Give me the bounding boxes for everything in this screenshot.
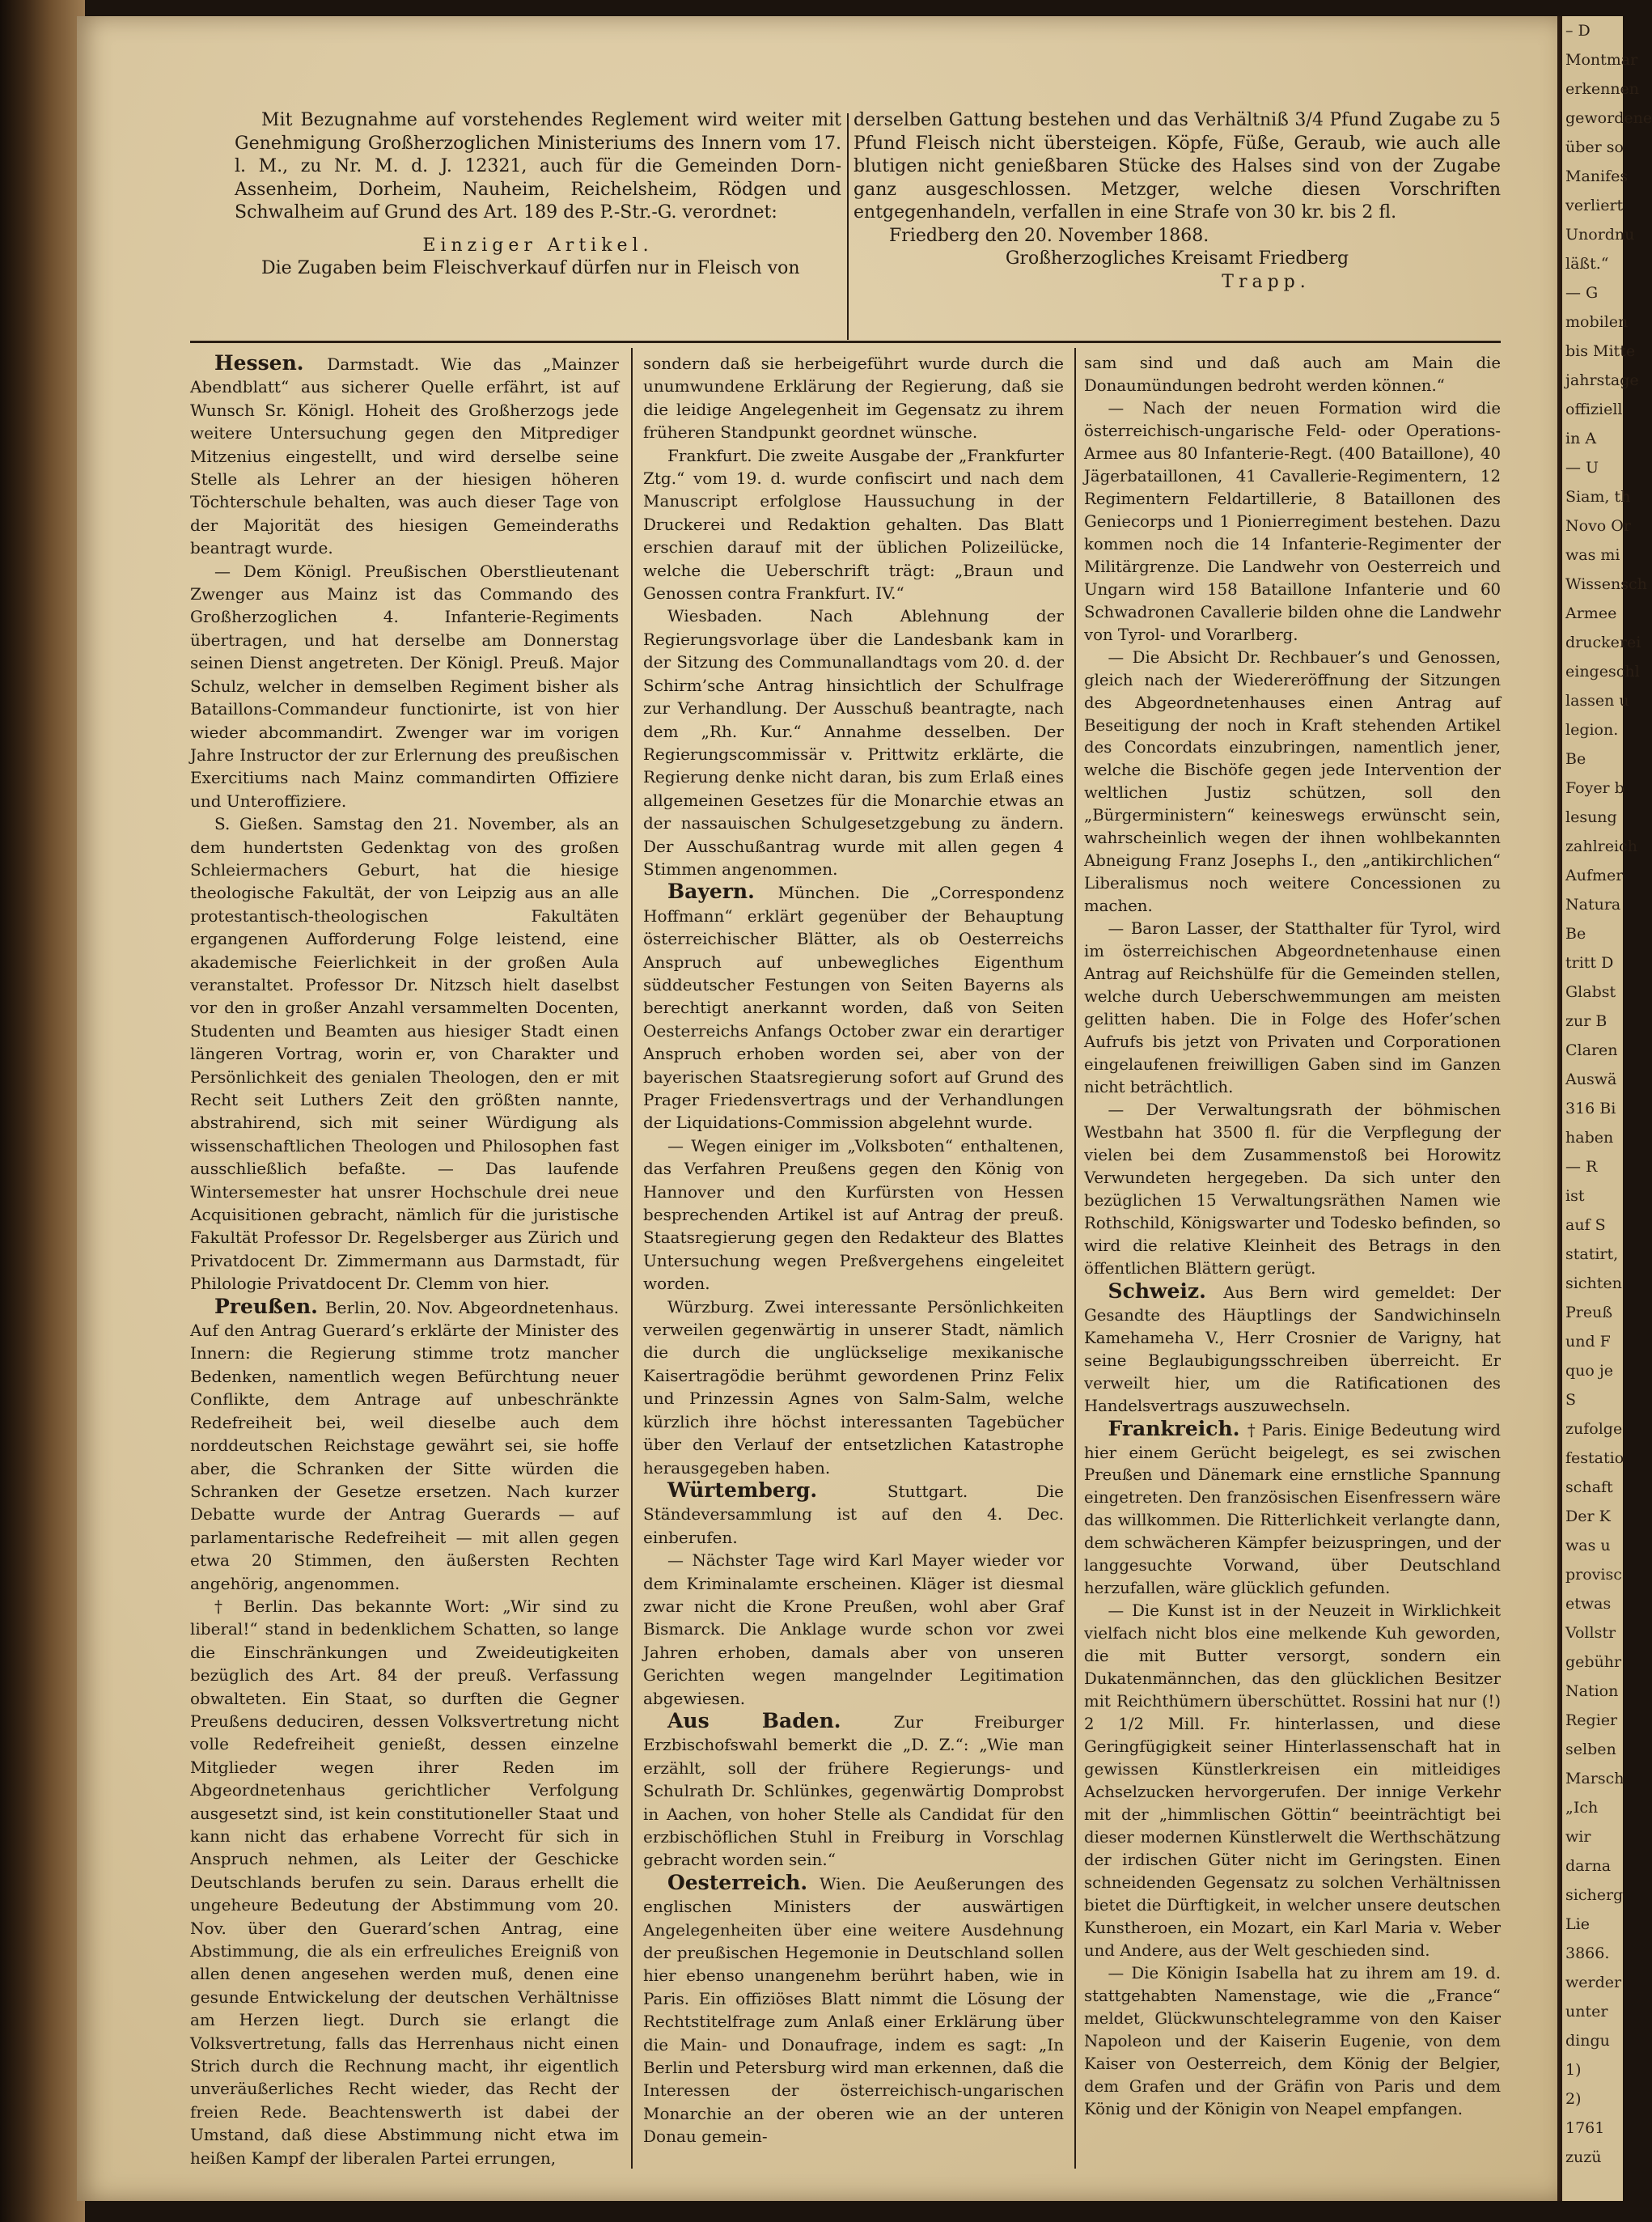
article-text: — Baron Lasser, der Statthalter für Tyrol, wird im österreichischen Abgeordnetenhause einen Antrag auf Reichshülfe für die Gemeinden stellen, welche durch Ueberschwemmungen am meisten gelitten haben. Die in Folge des Hofer’schen Aufrufs bis jetzt von Privaten und Corporationen eingelaufenen freiwilligen Gaben sind im Ganzen nicht beträchtlich.: [1084, 919, 1501, 1096]
facing-page-fragment: Foyer b: [1565, 779, 1624, 797]
facing-page-fragment: offiziell: [1565, 401, 1623, 418]
article-text: — Wegen einiger im „Volksboten“ enthaltenen, das Verfahren Preußens gegen den König von Hannover und den Kurfürsten von Hessen besprechenden Artikel ist auf Antrag der preuß. Staatsregierung gegen den Redakteur des Blattes Untersuchung wegen Preßvergehens eingeleitet worden.: [643, 1135, 1064, 1294]
facing-page-fragment: schaft: [1565, 1478, 1613, 1496]
facing-page-fragment: 3866.: [1565, 1944, 1610, 1962]
article-paragraph: [1084, 352, 1501, 397]
article-text: Stuttgart. Die Ständeversammlung ist auf den 4. Dec. einberufen.: [643, 1481, 1065, 1547]
section-heading: Preußen.: [214, 1294, 325, 1318]
facing-page-fragment: quo je: [1565, 1362, 1614, 1380]
article-paragraph: [643, 880, 1064, 1134]
section-heading: Hessen.: [214, 351, 328, 375]
facing-page-fragment: S: [1565, 1391, 1577, 1409]
facing-page-fragment: werder: [1565, 1974, 1622, 1991]
article-text: Würzburg. Zwei interessante Persönlichkeiten verweilen gegenwärtig in unserer Stadt, nämlich die durch die unglückselige mexikanische Kaisertragödie berühmt gewordenen Prinz Felix und Prinzessin Agnes von Salm-Salm, welche kürzlich ihre höchst interessanten Tagebücher über den Verlauf der entsetzlichen Katastrophe herausgegeben haben.: [643, 1296, 1064, 1478]
facing-page-fragment: Be: [1565, 750, 1586, 768]
facing-page-fragment: Preuß: [1565, 1304, 1613, 1321]
facing-page-fragment: Nation: [1565, 1682, 1619, 1700]
section-heading: Oesterreich.: [667, 1870, 820, 1894]
article-text: Die Zugaben beim Fleischverkauf dürfen nur in Fleisch von: [261, 258, 800, 278]
article-text: — Der Verwaltungsrath der böhmischen Westbahn hat 3500 fl. für die Verpflegung der vielen bei dem Zusammenstoß bei Horowitz Verwundeten hergegeben. Da sich unter den bezüglichen 15 Verwaltungsräthen Namen wie Rothschild, Königswarter und Todesko befinden, so wird die relative Kleinheit des Betrags in den öffentlichen Blättern gerügt.: [1084, 1100, 1501, 1278]
facing-page-fragment: Wissensch: [1565, 575, 1647, 593]
facing-page-fragment: Claren: [1565, 1041, 1618, 1059]
facing-page-fragment: sichten: [1565, 1274, 1622, 1292]
facing-page-fragment: „Ich: [1565, 1799, 1599, 1817]
facing-page-fragment: 2): [1565, 2090, 1582, 2108]
article-text: Frankfurt. Die zweite Ausgabe der „Frankfurter Ztg.“ vom 19. d. wurde confiscirt und nach dem Manuscript erfolglose Haussuchung in der Druckerei und Redaktion gehalten. Das Blatt erschien darauf mit der üblichen Polizeilücke, welche die Ueberschrift trägt: „Braun und Genossen contra Frankfurt. IV.“: [643, 445, 1064, 604]
facing-page-fragment: wir: [1565, 1828, 1591, 1846]
facing-page-fragment: dingu: [1565, 2032, 1610, 2050]
facing-page-fragment: zuzü: [1565, 2148, 1602, 2166]
facing-page-fragment: gebühr: [1565, 1653, 1622, 1671]
notice-signature: Trapp.: [1222, 271, 1311, 292]
article-text: Aus Bern wird gemeldet: Der Gesandte des Häuptlings der Sandwichinseln Kamehameha V., Herr Crosnier de Varigny, hat seine Beglaubigungsschreiben überreicht. Er verweilt hier, um die Ratificationen des Handelsvertrags auszuwechseln.: [1084, 1283, 1502, 1415]
article-heading: Einziger Artikel.: [422, 235, 654, 256]
facing-page-fragment: Novo Or: [1565, 517, 1631, 535]
article-paragraph: [190, 812, 619, 1295]
article-text: — Dem Königl. Preußischen Oberstlieutenant Zwenger aus Mainz ist das Commando des Großherzoglichen 4. Infanterie-Regiments übertragen, und hat derselbe am Donnerstag seinen Dienst angetreten. Der Königl. Preuß. Major Schulz, welcher in demselben Regiment bisher als Bataillons-Commandeur functionirte, ist von hier wieder abcommandirt. Zwenger war im vorigen Jahre Instructor der zur Erlernung des preußischen Exercitiums nach Mainz commandirten Offiziere und Unteroffiziere.: [190, 561, 619, 811]
article-paragraph: [643, 352, 1064, 444]
article-paragraph: [1084, 647, 1501, 918]
facing-page-fragment: Be: [1565, 925, 1586, 943]
facing-page-fragment: — G: [1565, 284, 1599, 302]
article-text: Zur Freiburger Erzbischofswahl bemerkt die „D. Z.“: „Wie man erzählt, soll der frühere Regierungs- und Schulrath Dr. Schlünkes, gegenwärtig Domprobst in Aachen, von hoher Stelle als Candidat für den erzbischöflichen Stuhl in Freiburg in Vorschlag gebracht worden sein.“: [643, 1711, 1064, 1870]
section-heading: Würtemberg.: [667, 1478, 887, 1502]
article-paragraph: [190, 1295, 619, 1595]
facing-page-fragment: Lie: [1565, 1915, 1590, 1933]
facing-page-edge: [1557, 16, 1652, 2201]
facing-page-fragment: Unordnu: [1565, 226, 1635, 244]
notice-date-line: Friedberg den 20. November 1868.: [889, 225, 1209, 246]
facing-page-fragment: 1761: [1565, 2119, 1605, 2137]
article-text: sondern daß sie herbeigeführt wurde durch die unumwundene Erklärung der Regierung, daß sie die leidige Angelegenheit im Gegensatz zu ihrem früheren Standpunkt geordnet wünsche.: [643, 354, 1064, 443]
article-text: — Nach der neuen Formation wird die österreichisch-ungarische Feld- oder Operations-Armee aus 80 Infanterie-Regt. (400 Bataillone), 40 Jägerbataillonen, 41 Cavallerie-Regimentern, 12 Regimentern Feldartillerie, 8 Bataillonen des Geniecorps und 1 Pionierregiment bestehen. Dazu kommen noch die 14 Infanterie-Regimenter der Militärgrenze. Die Landwehr von Oesterreich und Ungarn wird 158 Bataillone Infanterie und 60 Schwadronen Cavallerie bilden ohne die Landwehr von Tyrol- und Vorarlberg.: [1084, 398, 1501, 644]
facing-page-fragment: zur B: [1565, 1012, 1608, 1030]
facing-page-fragment: Glabst: [1565, 983, 1616, 1001]
book-spine: [0, 0, 85, 2222]
facing-page-fragment: druckerei: [1565, 634, 1641, 651]
article-paragraph: [643, 1134, 1064, 1295]
article-text: — Die Kunst ist in der Neuzeit in Wirklichkeit vielfach nicht blos eine melkende Kuh geworden, die mit Butter versorgt, sondern ein Dukatenmännchen, das den glücklichen Besitzer mit Reichthümern überschüttet. Rossini hat nur (!) 2 1/2 Mill. Fr. hinterlassen, und diese Geringfügigkeit seiner Hinterlassenschaft hat in gewissen Künstlerkreisen ein mitleidiges Achselzucken hervorgerufen. Der innige Verkehr mit der „himmlischen Göttin“ beeinträchtigt bei dieser modernen Künstlerwelt die Werthschätzung der irdischen Güter nicht im Geringsten. Einen schneidenden Gegensatz zu solchen Verhältnissen bietet die Dürftigkeit, in welcher unsere deutschen Kunstheroen, ein Mozart, ein Karl Maria v. Weber und Andere, aus der Welt geschieden sind.: [1084, 1601, 1501, 1960]
facing-page-fragment: mobilen: [1565, 313, 1629, 331]
facing-page-fragment: Natura: [1565, 896, 1621, 914]
article-text: Wiesbaden. Nach Ablehnung der Regierungsvorlage über die Landesbank kam in der Sitzung des Communallandtags vom 20. d. der Schirm’sche Antrag hinsichtlich der Schulfrage zur Verhandlung. Der Ausschuß beantragte, nach dem „Rh. Kur.“ Annahme desselben. Der Regierungscommissär v. Prittwitz erklärte, die Regierung denke nicht daran, bis zum Erlaß eines allgemeinen Gesetzes für die Monarchie etwas an der nassauischen Schulgesetzgebung zu ändern. Der Ausschußantrag wurde mit allen gegen 4 Stimmen angenommen.: [643, 606, 1064, 879]
facing-page-fragment: Der K: [1565, 1507, 1611, 1525]
section-heading: Bayern.: [667, 880, 778, 904]
column-1: [190, 352, 619, 2169]
facing-page-fragment: auf S: [1565, 1216, 1606, 1234]
column-3: [1084, 352, 1501, 2121]
article-paragraph: [1084, 1280, 1501, 1418]
article-text: S. Gießen. Samstag den 21. November, als an dem hundertsten Gedenktag von des großen Schleiermachers Geburt, hat die hiesige theologische Fakultät, der von Leipzig aus an alle protestantisch-theologischen Fakultäten ergangenen Aufforderung Folge leistend, eine akademische Feierlichkeit in der großen Aula veranstaltet. Professor Dr. Nitzsch hielt daselbst vor den in großer Anzahl versammelten Docenten, Studenten und Beamten aus hiesiger Stadt einen längeren Vortrag, worin er, von Charakter und Persönlichkeit des genialen Theologen, den er mit Recht seit Luthers Zeit den größten nannte, abstrahirend, sich mit seiner Würdigung als wissenschaftlichen Theologen und Philosophen fast ausschließlich befaßte. — Das laufende Wintersemester hat unsrer Hochschule drei neue Acquisitionen gebracht, nämlich für die juristische Fakultät Professor Dr. Regelsberger aus Zürich und Privatdocent Dr. Zimmermann aus Darmstadt, für Philologie Privatdocent Dr. Clemm von hier.: [190, 814, 619, 1294]
facing-page-fragment: Auswä: [1565, 1071, 1617, 1088]
article-paragraph: [643, 1872, 1064, 2148]
facing-page-fragment: selben: [1565, 1741, 1616, 1758]
facing-page-fragment: über so: [1565, 138, 1624, 156]
regulation-continuation: derselben Gattung bestehen und das Verhältniß 3/4 Pfund Zugabe zu 5 Pfund Fleisch nicht übersteigen. Köpfe, Füße, Geraub, wie auch alle blutigen nicht genießbaren Stücke des Halses sind von der Zugabe ganz ausgeschlossen. Metzger, welche diesen Vorschriften entgegenhandeln, verfallen in eine Strafe von 30 kr. bis 2 fl.: [854, 110, 1501, 223]
facing-page-fragment: zufolge: [1565, 1420, 1623, 1438]
article-paragraph: [1084, 1600, 1501, 1962]
article-text: † Paris. Einige Bedeutung wird hier einem Gerücht beigelegt, es sei zwischen Preußen und Dänemark eine ernstliche Spannung eingetreten. Den französischen Eisenfressern wäre das willkommen. Die Ritterlichkeit verlangte dann, dem schwächeren Kämpfer beizuspringen, und der langgesuchte Vorwand, über Deutschland herzufallen, wäre glücklich gefunden.: [1084, 1420, 1502, 1598]
regulation-notice-left: [235, 109, 841, 281]
facing-page-fragment: zahlreich: [1565, 837, 1637, 855]
article-text: — Die Königin Isabella hat zu ihrem am 19. d. stattgehabten Namenstage, wie die „France“ meldet, Glückwunschtelegramme von den Kaiser Napoleon und der Kaiserin Eugenie, von dem Kaiser von Oesterreich, dem König der Belgier, dem Grafen und der Gräfin von Paris und dem König und der Königin von Neapel empfangen.: [1084, 1963, 1501, 2118]
facing-page-fragment: lesung: [1565, 808, 1617, 826]
article-text: München. Die „Correspondenz Hoffmann“ erklärt gegenüber der Behauptung österreichischer Blätter, als ob Oesterreichs Anspruch auf unbewegliches Eigenthum süddeutscher Festungen von Seiten Bayerns als berechtigt anerkannt worden, daß von Seiten Oesterreichs Anfangs October zwar ein derartiger Anspruch erhoben worden sei, aber von der bayerischen Staatsregierung sofort auf Grund des Prager Friedensvertrags und der Verhandlungen der Liquidations-Commission abgelehnt wurde.: [643, 883, 1064, 1133]
facing-page-fragment: ist: [1565, 1187, 1585, 1205]
article-text: — Die Absicht Dr. Rechbauer’s und Genossen, gleich nach der Wiedereröffnung der Sitzungen des Abgeordnetenhauses einen Antrag auf Beseitigung der noch in Kraft stehenden Artikel des Concordats einzubringen, namentlich jener, welche die Bischöfe gegen jede Intervention der weltlichen Justiz schützen, soll den „Bürgerministern“ keineswegs erwünscht sein, wahrscheinlich wegen der ihnen wohlbekannten Abneigung Franz Josephs I., den „antikirchlichen“ Liberalismus noch weitere Concessionen zu machen.: [1084, 647, 1501, 916]
article-paragraph: [1084, 918, 1501, 1099]
article-paragraph: [643, 1295, 1064, 1479]
top-horizontal-rule: [190, 341, 1501, 343]
regulation-notice-right: [854, 109, 1501, 294]
regulation-intro: Mit Bezugnahme auf vorstehendes Reglement wird weiter mit Genehmigung Großherzoglichen Ministeriums des Innern vom 17. l. M., zu Nr. M. d. J. 12321, auch für die Gemeinden Dorn-Assenheim, Dorheim, Nauheim, Reichelsheim, Rödgen und Schwalheim auf Grund des Art. 189 des P.-Str.-G. verordnet:: [235, 110, 841, 223]
article-text: Darmstadt. Wie das „Mainzer Abendblatt“ aus sicherer Quelle erfährt, ist auf Wunsch Sr. Königl. Hoheit des Großherzogs jede weitere Untersuchung gegen den Mitprediger Mitzenius eingestellt, und wird derselbe seine Stelle als Lehrer an der hiesigen höheren Töchterschule behalten, was auch dieser Tage von der Majorität des hiesigen Gemeinderaths beantragt wurde.: [190, 354, 619, 558]
article-paragraph: [643, 1479, 1064, 1549]
facing-page-fragment: was u: [1565, 1537, 1611, 1554]
article-paragraph: [1084, 1962, 1501, 2121]
section-heading: Frankreich.: [1108, 1416, 1247, 1440]
facing-page-fragment: erkennen: [1565, 80, 1640, 98]
article-paragraph: [643, 444, 1064, 605]
facing-page-fragment: Siam, th: [1565, 488, 1631, 506]
section-heading: Aus Baden.: [667, 1708, 894, 1732]
top-column-separator: [847, 113, 849, 340]
facing-page-fragment: etwas: [1565, 1595, 1612, 1613]
facing-page-fragment: sicherg: [1565, 1886, 1624, 1904]
article-paragraph: [190, 1595, 619, 2169]
facing-page-fragment: haben: [1565, 1129, 1614, 1147]
facing-page-fragment: darna: [1565, 1857, 1612, 1875]
article-text: — Nächster Tage wird Karl Mayer wieder vor dem Kriminalamte erscheinen. Kläger ist diesmal zwar nicht die Krone Preußen, wohl aber Graf Bismarck. Die Anklage wurde schon vor zwei Jahren erhoben, damals aber von unseren Gerichten wegen mangelnder Legitimation abgewiesen.: [643, 1550, 1064, 1708]
facing-page-fragment: provisc: [1565, 1566, 1622, 1584]
article-text: Wien. Die Aeußerungen des englischen Ministers der auswärtigen Angelegenheiten über eine weitere Ausdehnung der preußischen Hegemonie in Deutschland sollen hier ebenso unangenehm berührt haben, wie in Paris. Ein offiziöses Blatt nimmt die Lösung der Rechtstitelfrage zum Anlaß einer Erklärung über die Main- und Donaufrage, indem es sagt: „In Berlin und Petersburg wird man erkennen, daß die Interessen der österreichisch-ungarischen Monarchie an der oberen wie an der unteren Donau gemein-: [643, 1873, 1064, 2147]
column-2: [643, 352, 1064, 2148]
facing-page-fragment: jahrstage: [1565, 371, 1639, 389]
article-text: Berlin, 20. Nov. Abgeordnetenhaus. Auf den Antrag Guerard’s erklärte der Minister des Innern: die Regierung stimme trotz mancher Bedenken, namentlich wegen Befürchtung neuer Conflikte, dem Antrage auf unbeschränkte Redefreiheit bei, weil dieselbe auch dem norddeutschen Reichstage gewährt sei, sie hoffe aber, die Schranken der Sitte würden die Schranken der Gesetze ersetzen. Nach kurzer Debatte wurde der Antrag Guerards — auf parlamentarische Redefreiheit — mit allen gegen etwa 20 Stimmen, den äußersten Rechten angehörig, angenommen.: [190, 1297, 619, 1593]
article-paragraph: [643, 1549, 1064, 1710]
column-separator-1: [631, 348, 633, 2169]
article-paragraph: [1084, 397, 1501, 647]
column-separator-2: [1074, 348, 1076, 2169]
facing-page-fragment: unter: [1565, 2003, 1608, 2021]
facing-page-fragment: verliert: [1565, 197, 1624, 214]
facing-page-fragment: Armee: [1565, 604, 1617, 622]
facing-page-fragment: läßt.“: [1565, 255, 1609, 273]
article-text: sam sind und daß auch am Main die Donaumündungen bedroht werden können.“: [1084, 354, 1501, 395]
facing-page-fragment: eingeschl: [1565, 663, 1640, 681]
facing-page-fragment: was mi: [1565, 546, 1620, 564]
facing-page-fragment: statirt,: [1565, 1245, 1619, 1263]
facing-page-fragment: Manifes: [1565, 167, 1629, 185]
facing-page-fragment: lassen u: [1565, 692, 1629, 710]
section-heading: Schweiz.: [1108, 1278, 1224, 1303]
facing-page-fragment: Regier: [1565, 1711, 1618, 1729]
facing-page-fragment: gewordene: [1565, 109, 1652, 127]
article-text: † Berlin. Das bekannte Wort: „Wir sind zu liberal!“ stand in bedenklichem Schatten, so lange die Einschränkungen und Zweideutigkeiten bezüglich des Art. 84 der preuß. Verfassung obwalteten. Ein Staat, so durften die Gegner Preußens deduciren, dessen Volksvertretung nicht volle Redefreiheit genießt, dessen einzelne Mitglieder wegen ihrer Reden im Abgeordnetenhaus gerichtlicher Verfolgung ausgesetzt sind, ist kein constitutioneller Staat und kann nicht das erhabene Vorrecht für sich in Anspruch nehmen, als Leiter der Geschicke Deutschlands berufen zu sein. Daraus erhellt die ungeheure Bedeutung der Abstimmung vom 20. Nov. über den Guerard’schen Antrag, eine Abstimmung, die als ein erfreuliches Ereigniß von allen denen angesehen werden muß, denen eine gesunde Entwickelung der deutschen Verhältnisse am Herzen liegt. Durch sie erlangt die Volksvertretung, falls das Herrenhaus nicht einen Strich durch die Rechnung macht, ihr eigentlich unveräußerliches Recht wieder, das Recht der freien Rede. Beachtenswerth ist dabei der Umstand, daß diese Abstimmung nicht etwa im heißen Kampf der liberalen Partei errungen,: [190, 1596, 619, 2168]
facing-page-fragment: bis Mitte: [1565, 342, 1636, 360]
article-paragraph: [1084, 1418, 1501, 1601]
article-paragraph: [190, 352, 619, 560]
notice-authority: Großherzogliches Kreisamt Friedberg: [1005, 248, 1349, 269]
article-paragraph: [1084, 1099, 1501, 1280]
facing-page-fragment: — U: [1565, 459, 1599, 477]
facing-page-fragment: und F: [1565, 1333, 1611, 1351]
article-paragraph: [643, 1710, 1064, 1872]
facing-page-fragment: Aufmer: [1565, 867, 1624, 884]
facing-page-fragment: 1): [1565, 2061, 1582, 2079]
facing-page-fragment: 316 Bi: [1565, 1100, 1616, 1117]
facing-page-fragment: tritt D: [1565, 954, 1614, 972]
article-paragraph: [190, 560, 619, 812]
facing-page-fragment: Vollstr: [1565, 1624, 1616, 1642]
facing-page-fragment: Marsch: [1565, 1770, 1624, 1787]
facing-page-fragment: Montmar: [1565, 51, 1638, 69]
facing-page-fragment: – D: [1565, 22, 1591, 40]
facing-page-fragment: — R: [1565, 1158, 1598, 1176]
facing-page-fragment: legion.: [1565, 721, 1619, 739]
article-paragraph: [643, 604, 1064, 880]
facing-page-fragment: in A: [1565, 430, 1597, 447]
facing-page-fragment: festatio: [1565, 1449, 1624, 1467]
